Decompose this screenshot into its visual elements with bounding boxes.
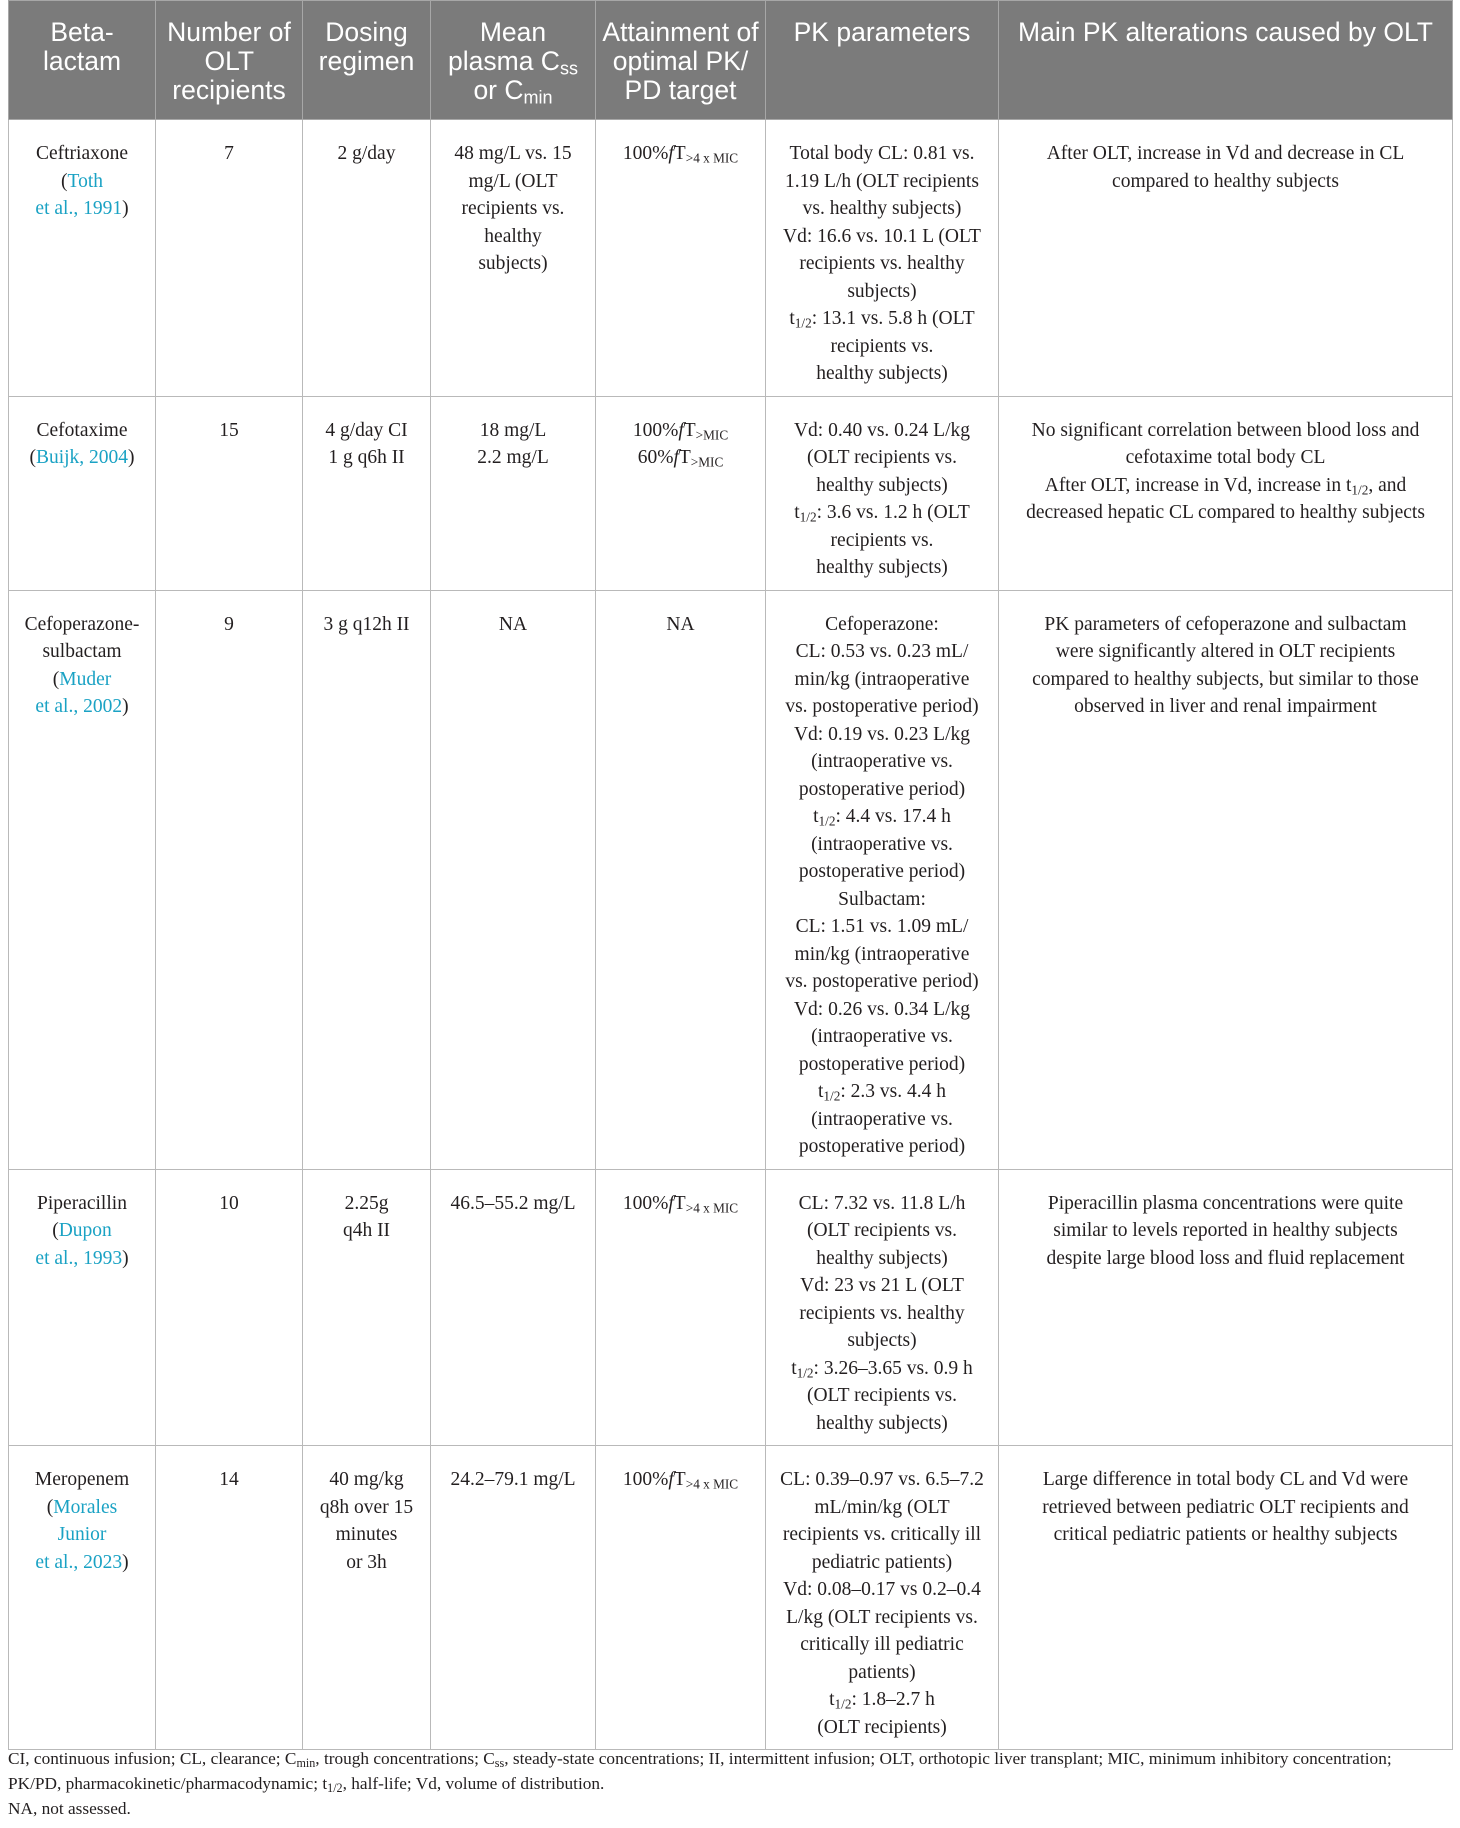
target-line: $100\%fT_{>MIC}$ [632,419,729,442]
pk-parameter-line: healthy subjects) [816,474,948,496]
pk-parameter-line: vs. healthy subjects) [802,198,962,219]
cell-dosing-regimen [303,590,431,1169]
citation-link: Dupon [58,1220,112,1241]
concentration-line: 18 mg/L [479,419,547,441]
pk-parameter-line: recipients vs. critically ill [782,1524,982,1545]
table-footnotes [8,1746,1448,1821]
drug-name: Cefoperazone- [24,613,140,635]
citation-link: Toth [67,170,103,192]
pk-parameter-line: Vd: 16.6 vs. 10.1 L (OLT [783,225,981,247]
pk-parameter-line: Vd: 0.26 vs. 0.34 L/kg [793,998,971,1020]
pk-parameter-line: (OLT recipients vs. [806,1220,958,1241]
cell-mean-plasma-concentration [431,120,596,397]
citation-line: et al., 1991) [35,198,129,219]
concentration-line: subjects) [478,253,548,274]
pk-parameter-line: (intraoperative vs. [811,1026,953,1047]
citation-link: Muder [59,668,112,690]
pk-parameter-line: recipients vs. [830,529,934,551]
cell-pk-parameters [766,590,999,1169]
pk-parameter-line: patients) [848,1661,916,1683]
pk-parameter-line: min/kg (intraoperative [794,668,970,690]
citation-line [17,1521,147,1549]
footnote-na: NA, not assessed. [8,1799,131,1818]
concentration-line: NA [498,613,528,635]
cell-target-attainment [596,1169,766,1446]
pk-parameter-line: $t_{1/2}$: 3.26–3.65 vs. 0.9 h [791,1357,973,1380]
pk-parameter-line: healthy subjects) [816,1247,948,1269]
cell-main-pk-alterations [999,1446,1453,1750]
header-mean-plasma-concentration: Mean plasma $C_{ss}$ or $C_{min}$ [431,1,596,120]
pk-parameter-line: CL: 1.51 vs. 1.09 mL/ [795,916,969,937]
alteration-line: were significantly altered in OLT recipients [1055,641,1396,662]
pk-parameter-line: Vd: 0.19 vs. 0.23 L/kg [793,723,971,745]
dosing-line: 3 g q12h II [323,613,410,635]
alteration-line: compared to healthy subjects [1112,170,1339,192]
pk-parameter-line: pediatric patients) [811,1551,953,1573]
cell-pk-parameters [766,1446,999,1750]
dosing-line: 1 g q6h II [328,447,405,468]
cell-target-attainment [596,1446,766,1750]
alteration-line: compared to healthy subjects, but similar to those [1032,668,1419,690]
cell-mean-plasma-concentration [431,1446,596,1750]
pk-parameter-line: CL: 7.32 vs. 11.8 L/h [798,1192,966,1214]
citation-link: et al., 1993 [35,1247,123,1269]
alteration-line: critical pediatric patients or healthy subjects [1053,1524,1398,1545]
cell-main-pk-alterations [999,1169,1453,1446]
citation-link: Buijk, 2004 [35,447,129,468]
pk-parameter-line: $t_{1/2}$: 1.8–2.7 h [829,1689,935,1712]
cell-main-pk-alterations [999,396,1453,590]
alteration-line: After OLT, increase in Vd and decrease in CL [1046,143,1405,164]
citation-line: (Dupon [52,1220,112,1241]
pk-parameter-line: $t_{1/2}$: 3.6 vs. 1.2 h (OLT [794,502,970,525]
cell-beta-lactam [9,590,156,1169]
citation-line: (Muder [52,668,112,690]
pk-parameter-line: (OLT recipients vs. [806,1385,958,1406]
header-main-pk-alterations: Main PK alterations caused by OLT [999,1,1453,120]
alteration-line: retrieved between pediatric OLT recipients and [1042,1496,1409,1518]
cell-dosing-regimen [303,120,431,397]
target-line: NA [666,613,695,635]
cell-number-of-recipients: 14 [156,1446,303,1750]
pk-parameter-line: $t_{1/2}$: 2.3 vs. 4.4 h [818,1081,946,1104]
pk-parameter-line: recipients vs. [830,335,934,357]
table-row [9,1169,1453,1446]
concentration-line: healthy [484,225,542,247]
pk-parameter-line: vs. postoperative period) [785,696,979,717]
pk-parameter-line: $t_{1/2}$: 4.4 vs. 17.4 h [813,806,951,829]
alteration-line: Piperacillin plasma concentrations were quite [1047,1192,1404,1214]
dosing-line: or 3h [346,1551,387,1573]
pk-parameter-line: Cefoperazone: [825,613,939,635]
pk-parameter-line: $t_{1/2}$: 13.1 vs. 5.8 h (OLT [789,308,975,331]
alteration-line: No significant correlation between blood loss and [1031,419,1420,441]
cell-number-of-recipients: 7 [156,120,303,397]
concentration-line: recipients vs. [461,198,565,219]
citation-line: (Morales [46,1496,118,1518]
pk-parameter-line: mL/min/kg (OLT [814,1496,950,1518]
alteration-line: PK parameters of cefoperazone and sulbactam [1044,613,1407,635]
pk-parameter-line: recipients vs. healthy [799,253,965,274]
drug-name: Piperacillin [37,1192,127,1214]
pk-parameter-line: L/kg (OLT recipients vs. [786,1606,978,1628]
dosing-line: 2 g/day [337,143,396,164]
cell-dosing-regimen [303,1169,431,1446]
citation-line: et al., 2023) [35,1551,129,1573]
pk-parameter-line: Vd: 0.40 vs. 0.24 L/kg [793,419,971,441]
pk-parameter-line: vs. postoperative period) [785,971,979,992]
table-header [9,1,1453,120]
cell-target-attainment [596,120,766,397]
pk-table [8,0,1453,1750]
citation-link: Junior [57,1524,107,1545]
header-number-of-recipients: Number of OLT recipients [156,1,303,120]
dosing-line: minutes [335,1524,398,1545]
pk-parameter-line: Total body CL: 0.81 vs. [789,143,975,164]
table-body [9,120,1453,1750]
pk-parameter-line: Vd: 0.08–0.17 vs 0.2–0.4 [783,1579,981,1600]
target-line: $60\%fT_{>MIC}$ [637,447,724,470]
pk-parameter-line: postoperative period) [798,778,966,800]
pk-parameter-line: postoperative period) [798,1053,966,1075]
pk-parameter-line: critically ill pediatric [800,1634,964,1655]
cell-number-of-recipients: 9 [156,590,303,1169]
alteration-line: After OLT, increase in Vd, increase in $t_{1/2}$, and [1044,474,1407,497]
table-row [9,590,1453,1169]
drug-name: Ceftriaxone [35,143,129,164]
pk-parameter-line: healthy subjects) [816,363,948,384]
pk-parameter-line: 1.19 L/h (OLT recipients [785,170,979,192]
pk-parameter-line: postoperative period) [798,1136,966,1157]
citation-line: et al., 2002) [35,696,129,717]
pk-parameter-line: CL: 0.39–0.97 vs. 6.5–7.2 [780,1469,984,1490]
concentration-line: 2.2 mg/L [477,447,549,468]
header-beta-lactam: Beta- lactam [9,1,156,120]
concentration-line: 46.5–55.2 mg/L [450,1192,576,1214]
table-row [9,120,1453,397]
target-line: $100\%fT_{>4 x MIC}$ [622,143,739,166]
pk-parameter-line: healthy subjects) [816,557,948,578]
concentration-line: 48 mg/L vs. 15 [454,143,572,164]
pk-parameter-line: Vd: 23 vs 21 L (OLT [800,1275,964,1296]
pk-parameter-line: healthy subjects) [816,1412,948,1434]
citation-line: et al., 1993) [35,1247,129,1269]
concentration-line: mg/L (OLT [468,170,558,192]
citation-line: (Buijk, 2004) [29,447,135,468]
footnote-abbreviations: CI, continuous infusion; CL, clearance; $C_{min}$, trough concentrations; $C_{ss}$, steady-state concentrations; II, intermittent infusion; OLT, orthotopic liver transplant; MIC, minimum inhibitory concentration; PK/PD, pharmacokinetic/pharmacodynamic; $t_{1/2}$, half-life; Vd, volume of distribution. [8,1749,1392,1796]
header-dosing-regimen: Dosing regimen [303,1,431,120]
dosing-line: q8h over 15 [319,1496,414,1518]
table-row [9,396,1453,590]
target-line: $100\%fT_{>4 x MIC}$ [622,1192,739,1215]
dosing-line: q4h II [342,1220,391,1241]
cell-mean-plasma-concentration [431,590,596,1169]
pk-parameter-line: (intraoperative vs. [811,833,953,855]
cell-beta-lactam [9,120,156,397]
alteration-line: observed in liver and renal impairment [1074,696,1377,717]
alteration-line: despite large blood loss and fluid replacement [1046,1247,1405,1269]
citation-link: et al., 1991 [35,198,123,219]
pk-parameter-line: subjects) [847,1330,917,1351]
cell-target-attainment [596,396,766,590]
pk-parameter-line: (intraoperative vs. [811,1108,953,1130]
cell-number-of-recipients: 15 [156,396,303,590]
pk-parameter-line: Sulbactam: [838,888,926,910]
pk-parameter-line: postoperative period) [798,861,966,882]
cell-pk-parameters [766,396,999,590]
pk-parameter-line: (OLT recipients vs. [806,447,958,468]
pk-parameter-line: (intraoperative vs. [811,751,953,772]
pk-parameter-line: min/kg (intraoperative [794,943,970,965]
target-line: $100\%fT_{>4 x MIC}$ [622,1469,739,1492]
citation-link: et al., 2002 [35,696,123,717]
alteration-line: cefotaxime total body CL [1125,447,1326,468]
dosing-line: 2.25g [344,1192,389,1214]
cell-dosing-regimen [303,1446,431,1750]
cell-number-of-recipients: 10 [156,1169,303,1446]
cell-main-pk-alterations [999,120,1453,397]
pk-parameter-line: CL: 0.53 vs. 0.23 mL/ [795,641,969,662]
cell-mean-plasma-concentration [431,396,596,590]
citation-line: (Toth [61,170,103,192]
table-row [9,1446,1453,1750]
alteration-line: Large difference in total body CL and Vd were [1042,1469,1409,1490]
citation-link: et al., 2023 [35,1551,123,1573]
cell-pk-parameters [766,120,999,397]
drug-name: Meropenem [34,1469,130,1490]
concentration-line: 24.2–79.1 mg/L [450,1469,576,1490]
dosing-line: 4 g/day CI [325,419,408,441]
header-target-attainment: Attainment of optimal PK/ PD target [596,1,766,120]
pk-parameter-line: subjects) [847,280,917,302]
pk-parameter-line: (OLT recipients) [817,1716,947,1738]
drug-name: Cefotaxime [36,419,128,441]
pk-parameter-line: recipients vs. healthy [799,1302,965,1324]
header-pk-parameters: PK parameters [766,1,999,120]
cell-beta-lactam [9,1446,156,1750]
cell-main-pk-alterations [999,590,1453,1169]
alteration-line: similar to levels reported in healthy subjects [1053,1220,1398,1241]
cell-beta-lactam [9,396,156,590]
cell-target-attainment [596,590,766,1169]
cell-dosing-regimen [303,396,431,590]
cell-beta-lactam [9,1169,156,1446]
cell-mean-plasma-concentration [431,1169,596,1446]
citation-link: Morales [53,1496,118,1518]
cell-pk-parameters [766,1169,999,1446]
alteration-line: decreased hepatic CL compared to healthy subjects [1026,502,1425,523]
dosing-line: 40 mg/kg [329,1469,404,1490]
drug-name: sulbactam [42,641,122,662]
